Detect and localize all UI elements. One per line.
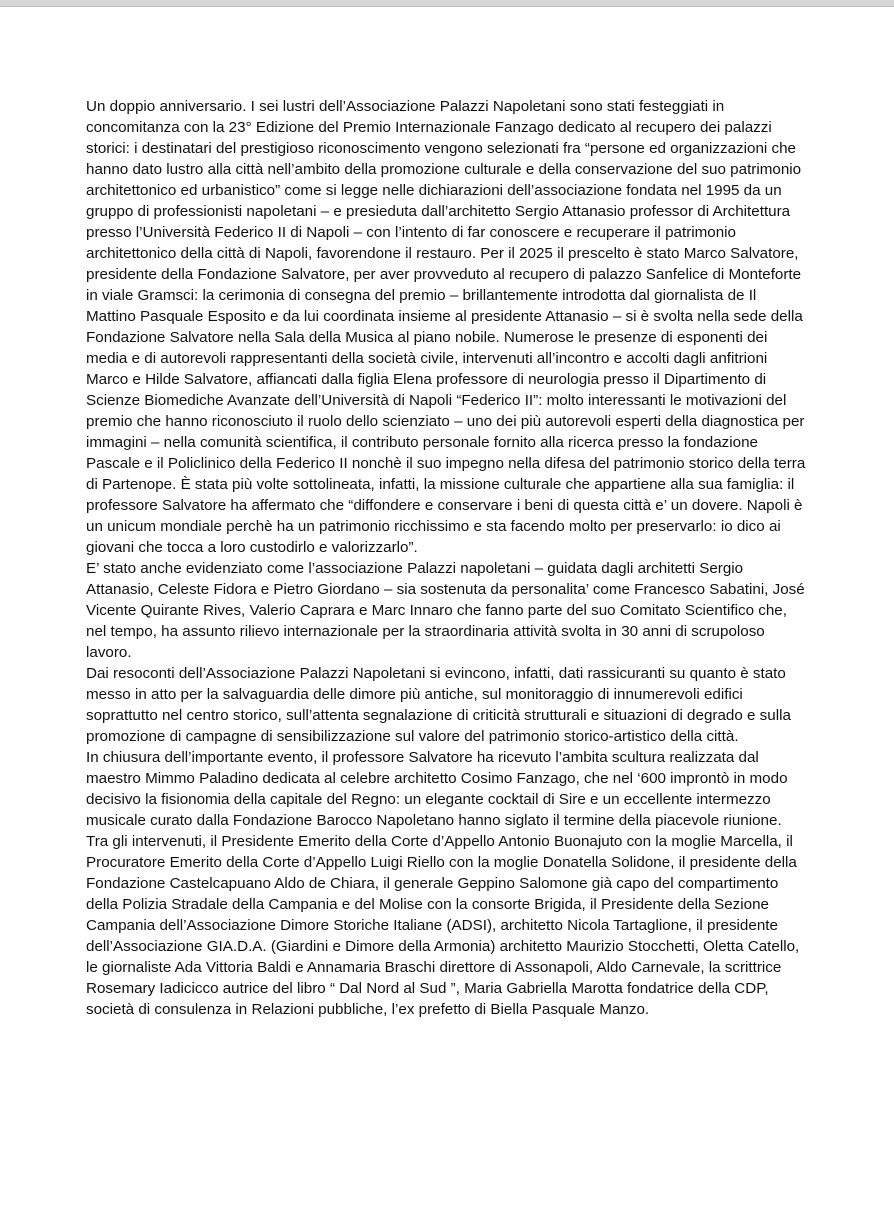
paragraph: Tra gli intervenuti, il Presidente Emerito della Corte d’Appello Antonio Buonajuto con la moglie Marcella, il Procuratore Emerito della Corte d’Appello Luigi Riello con la moglie Donatella Solidone, il presidente della Fondazione Castelcapuano Aldo de Chiara, il generale Geppino Salomone già capo del compartimento della Polizia Stradale della Campania e del Molise con la consorte Brigida, il Presidente della Sezione Campania dell’Associazione Dimore Storiche Italiane (ADSI), architetto Nicola Tartaglione, il presidente dell’Associazione GIA.D.A. (Giardini e Dimore della Armonia) architetto Maurizio Stocchetti, Oletta Catello, le giornaliste Ada Vittoria Baldi e Annamaria Braschi direttore di Assonapoli, Aldo Carnevale, la scrittrice Rosemary Iadicicco autrice del libro “ Dal Nord al Sud ”, Maria Gabriella Marotta fondatrice della CDP, società di consulenza in Relazioni pubbliche, l’ex prefetto di Biella Pasquale Manzo.: [86, 833, 800, 1018]
paragraph: E’ stato anche evidenziato come l’associazione Palazzi napoletani – guidata dagli architetti Sergio Attanasio, Celeste Fidora e Pietro Giordano – sia sostenuta da personalita’ come Francesco Sabatini, José Vicente Quirante Rives, Valerio Caprara e Marc Innaro che fanno parte del suo Comitato Scientifico che, nel tempo, ha assunto rilievo internazionale per la straordinaria attività svolta in 30 anni di scrupoloso lavoro.: [86, 560, 805, 661]
article-body: [86, 96, 810, 1020]
document-page: [0, 6, 894, 1214]
paragraph: In chiusura dell’importante evento, il professore Salvatore ha ricevuto l’ambita scultura realizzata dal maestro Mimmo Paladino dedicata al celebre architetto Cosimo Fanzago, che nel ‘600 improntò in modo decisivo la fisionomia della capitale del Regno: un elegante cocktail di Sire e un eccellente intermezzo musicale curato dalla Fondazione Barocco Napoletano hanno siglato il termine della piacevole riunione.: [86, 749, 788, 829]
paragraph: Un doppio anniversario. I sei lustri dell’Associazione Palazzi Napoletani sono stati festeggiati in concomitanza con la 23° Edizione del Premio Internazionale Fanzago dedicato al recupero dei palazzi storici: i destinatari del prestigioso riconoscimento vengono selezionati fra “persone ed organizzazioni che hanno dato lustro alla città nell’ambito della promozione culturale e della conservazione del suo patrimonio architettonico ed urbanistico” come si legge nelle dichiarazioni dell’associazione fondata nel 1995 da un gruppo di professionisti napoletani – e presieduta dall’architetto Sergio Attanasio professor di Architettura presso l’Università Federico II di Napoli – con l’intento di far conoscere e recuperare il patrimonio architettonico della città di Napoli, favorendone il restauro. Per il 2025 il prescelto è stato Marco Salvatore, presidente della Fondazione Salvatore, per aver provveduto al recupero di palazzo Sanfelice di Monteforte in viale Gramsci: la cerimonia di consegna del premio – brillantemente introdotta dal giornalista de Il Mattino Pasquale Esposito e da lui coordinata insieme al presidente Attanasio – si è svolta nella sede della Fondazione Salvatore nella Sala della Musica al piano nobile. Numerose le presenze di esponenti dei media e di autorevoli rappresentanti della società civile, intervenuti all’incontro e accolti dagli anfitrioni Marco e Hilde Salvatore, affiancati dalla figlia Elena professore di neurologia presso il Dipartimento di Scienze Biomediche Avanzate dell’Università di Napoli “Federico II”: molto interessanti le motivazioni del premio che hanno riconosciuto il ruolo dello scienziato – uno dei più autorevoli esperti della diagnostica per immagini – nella comunità scientifica, il contributo personale fornito alla ricerca presso la fondazione Pascale e il Policlinico della Federico II nonchè il suo impegno nella difesa del patrimonio storico della terra di Partenope. È stata più volte sottolineata, infatti, la missione culturale che appartiene alla sua famiglia: il professore Salvatore ha affermato che “diffondere e conservare i beni di questa città e’ un dovere. Napoli è un unicum mondiale perchè ha un patrimonio ricchissimo e sta facendo molto per preservarlo: io dico ai giovani che tocca a loro custodirlo e valorizzarlo”.: [86, 98, 806, 556]
paragraph: Dai resoconti dell’Associazione Palazzi Napoletani si evincono, infatti, dati rassicuranti su quanto è stato messo in atto per la salvaguardia delle dimore più antiche, sul monitoraggio di innumerevoli edifici soprattutto nel centro storico, sull’attenta segnalazione di criticità strutturali e situazioni di degrado e sulla promozione di campagne di sensibilizzazione sul valore del patrimonio storico-artistico della città.: [86, 665, 791, 745]
